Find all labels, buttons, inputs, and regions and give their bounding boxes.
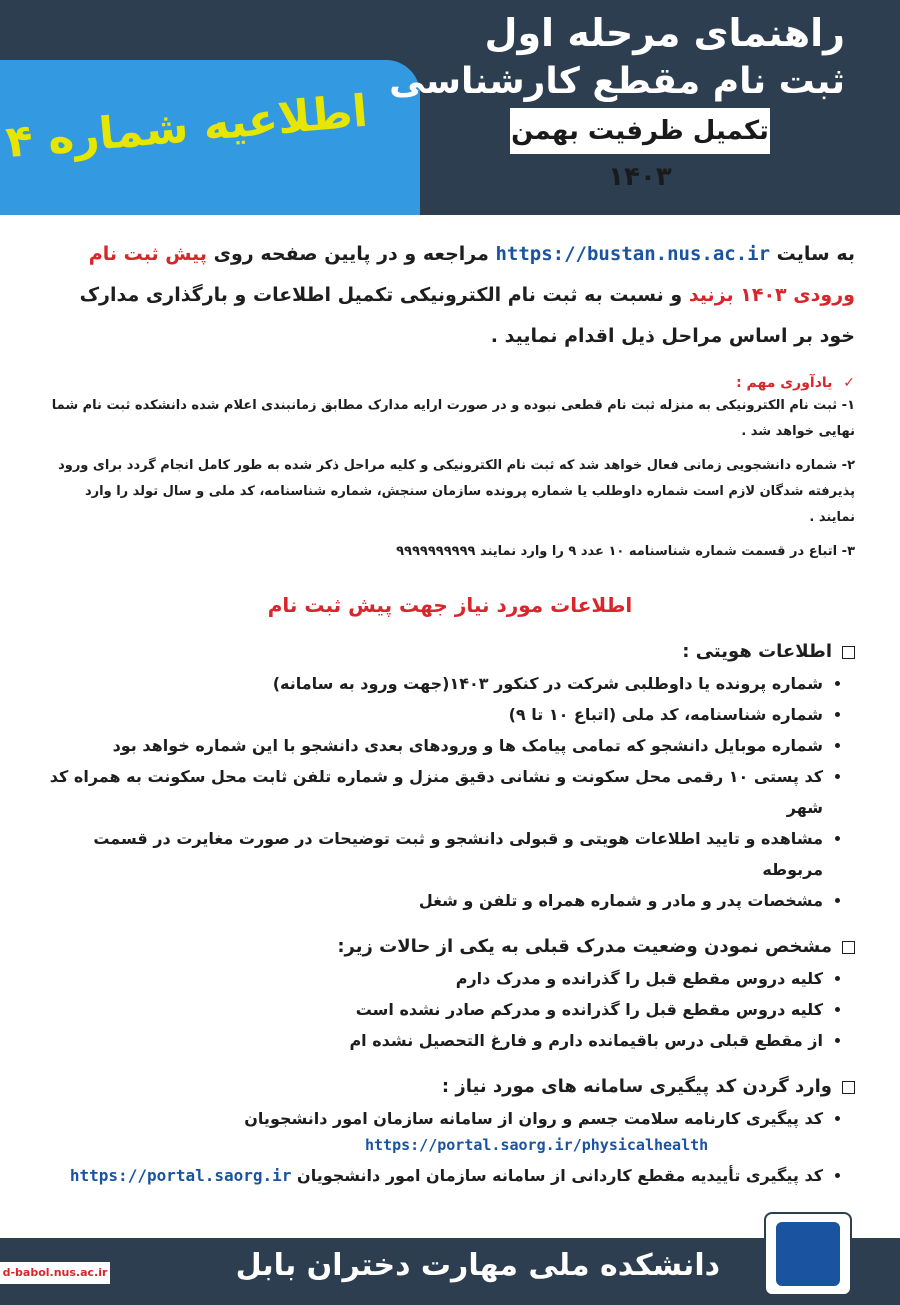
- intro-text-1: به سایت: [776, 243, 855, 265]
- reminder-list: [45, 393, 855, 565]
- list-item: • کد پیگیری تأییدیه مقطع کاردانی از سامانه سازمان امور دانشجویان https://portal.saorg.ir: [45, 1160, 823, 1191]
- list-item: • شماره پرونده یا داوطلبی شرکت در کنکور ۱۴۰۳(جهت ورود به سامانه): [45, 668, 823, 699]
- bustan-link[interactable]: https://bustan.nus.ac.ir: [495, 243, 771, 265]
- list-item: • شماره موبایل دانشجو که تمامی پیامک ها و ورودهای بعدی دانشجو با این شماره خواهد بود: [45, 730, 823, 761]
- checkmark-icon: ✓: [843, 375, 855, 391]
- announcement-number: اطلاعیه شماره ۴: [3, 85, 370, 169]
- footer-url[interactable]: d-babol.nus.ac.ir: [0, 1262, 110, 1284]
- page-title: راهنمای مرحله اول: [484, 11, 845, 55]
- list-item: • کلیه دروس مقطع قبل را گذرانده و مدرک دارم: [45, 963, 823, 994]
- tracking-group: [45, 1076, 855, 1191]
- intro-text-3: و نسبت به ثبت نام الکترونیکی تکمیل اطلاعات و بارگذاری مدارک خود بر اساس مراحل ذیل اقدام نمایید .: [79, 284, 855, 347]
- list-item: • از مقطع قبلی درس باقیمانده دارم و فارغ التحصیل نشده ام: [45, 1025, 823, 1056]
- college-logo: [764, 1212, 852, 1296]
- list-item: • کد پستی ۱۰ رقمی محل سکونت و نشانی دقیق منزل و شماره تلفن ثابت محل سکونت به همراه کد شهر: [45, 761, 823, 823]
- intro-text-2: مراجعه و در پایین صفحه روی: [213, 243, 489, 265]
- reminder-item-1: ۱- ثبت نام الکترونیکی به منزله ثبت نام قطعی نبوده و در صورت ارایه مدارک مطابق زمانبندی اعلام شده دانشکده ثبت نام شما نهایی خواهد شد .: [51, 398, 855, 439]
- page-subtitle: ثبت نام مقطع کارشناسی: [389, 61, 845, 102]
- intro-paragraph: [45, 234, 855, 357]
- title-block: [375, 10, 845, 104]
- tracking-heading: وارد گردن کد پیگیری سامانه های مورد نیاز :: [45, 1076, 855, 1097]
- main-content: [45, 228, 855, 1191]
- list-item: • کد پیگیری کارنامه سلامت جسم و روان از سامانه سازمان امور دانشجویان: [45, 1103, 823, 1134]
- checkbox-icon: [842, 941, 855, 954]
- physicalhealth-link[interactable]: https://portal.saorg.ir/physicalhealth: [365, 1136, 709, 1154]
- list-item: • کلیه دروس مقطع قبل را گذرانده و مدرکم صادر نشده است: [45, 994, 823, 1025]
- checkbox-icon: [842, 1081, 855, 1094]
- reminder-item-2: ۲- شماره دانشجویی زمانی فعال خواهد شد که ثبت نام الکترونیکی و کلیه مراحل ذکر شده به طور کامل انجام گردد برای ورود پذیرفته شدگان لازم است شماره داوطلب یا شماره پرونده سازمان سنجش، شماره شناسنامه، کد ملی و سال تولد را وارد نمایند .: [58, 458, 855, 525]
- logo-emblem-icon: [776, 1222, 840, 1286]
- list-item: • مشاهده و تایید اطلاعات هویتی و قبولی دانشجو و ثبت توضیحات در صورت مغایرت در قسمت مربوطه: [45, 823, 823, 885]
- degree-heading: مشخص نمودن وضعیت مدرک قبلی به یکی از حالات زیر:: [45, 936, 855, 957]
- identity-heading: اطلاعات هویتی :: [45, 641, 855, 662]
- section-title: اطلاعات مورد نیاز جهت پیش ثبت نام: [267, 593, 633, 617]
- degree-group: [45, 936, 855, 1056]
- college-name: دانشکده ملی مهارت دختران بابل: [235, 1248, 720, 1283]
- list-item: • شماره شناسنامه، کد ملی (اتباع ۱۰ تا ۹): [45, 699, 823, 730]
- reminder-title: یادآوری مهم :: [736, 375, 833, 391]
- capacity-label: تکمیل ظرفیت بهمن ۱۴۰۳: [510, 108, 770, 158]
- saorg-link[interactable]: https://portal.saorg.ir: [69, 1166, 292, 1185]
- checkbox-icon: [842, 646, 855, 659]
- reminder-heading: [45, 375, 855, 391]
- identity-group: [45, 641, 855, 916]
- intro-highlight: پیش ثبت نام ورودی ۱۴۰۳ بزنید: [88, 243, 855, 306]
- reminder-item-3: ۳- اتباع در قسمت شماره شناسنامه ۱۰ عدد ۹ را وارد نمایند ۹۹۹۹۹۹۹۹۹۹: [396, 544, 855, 559]
- list-item: • مشخصات پدر و مادر و شماره همراه و تلفن و شغل: [45, 885, 823, 916]
